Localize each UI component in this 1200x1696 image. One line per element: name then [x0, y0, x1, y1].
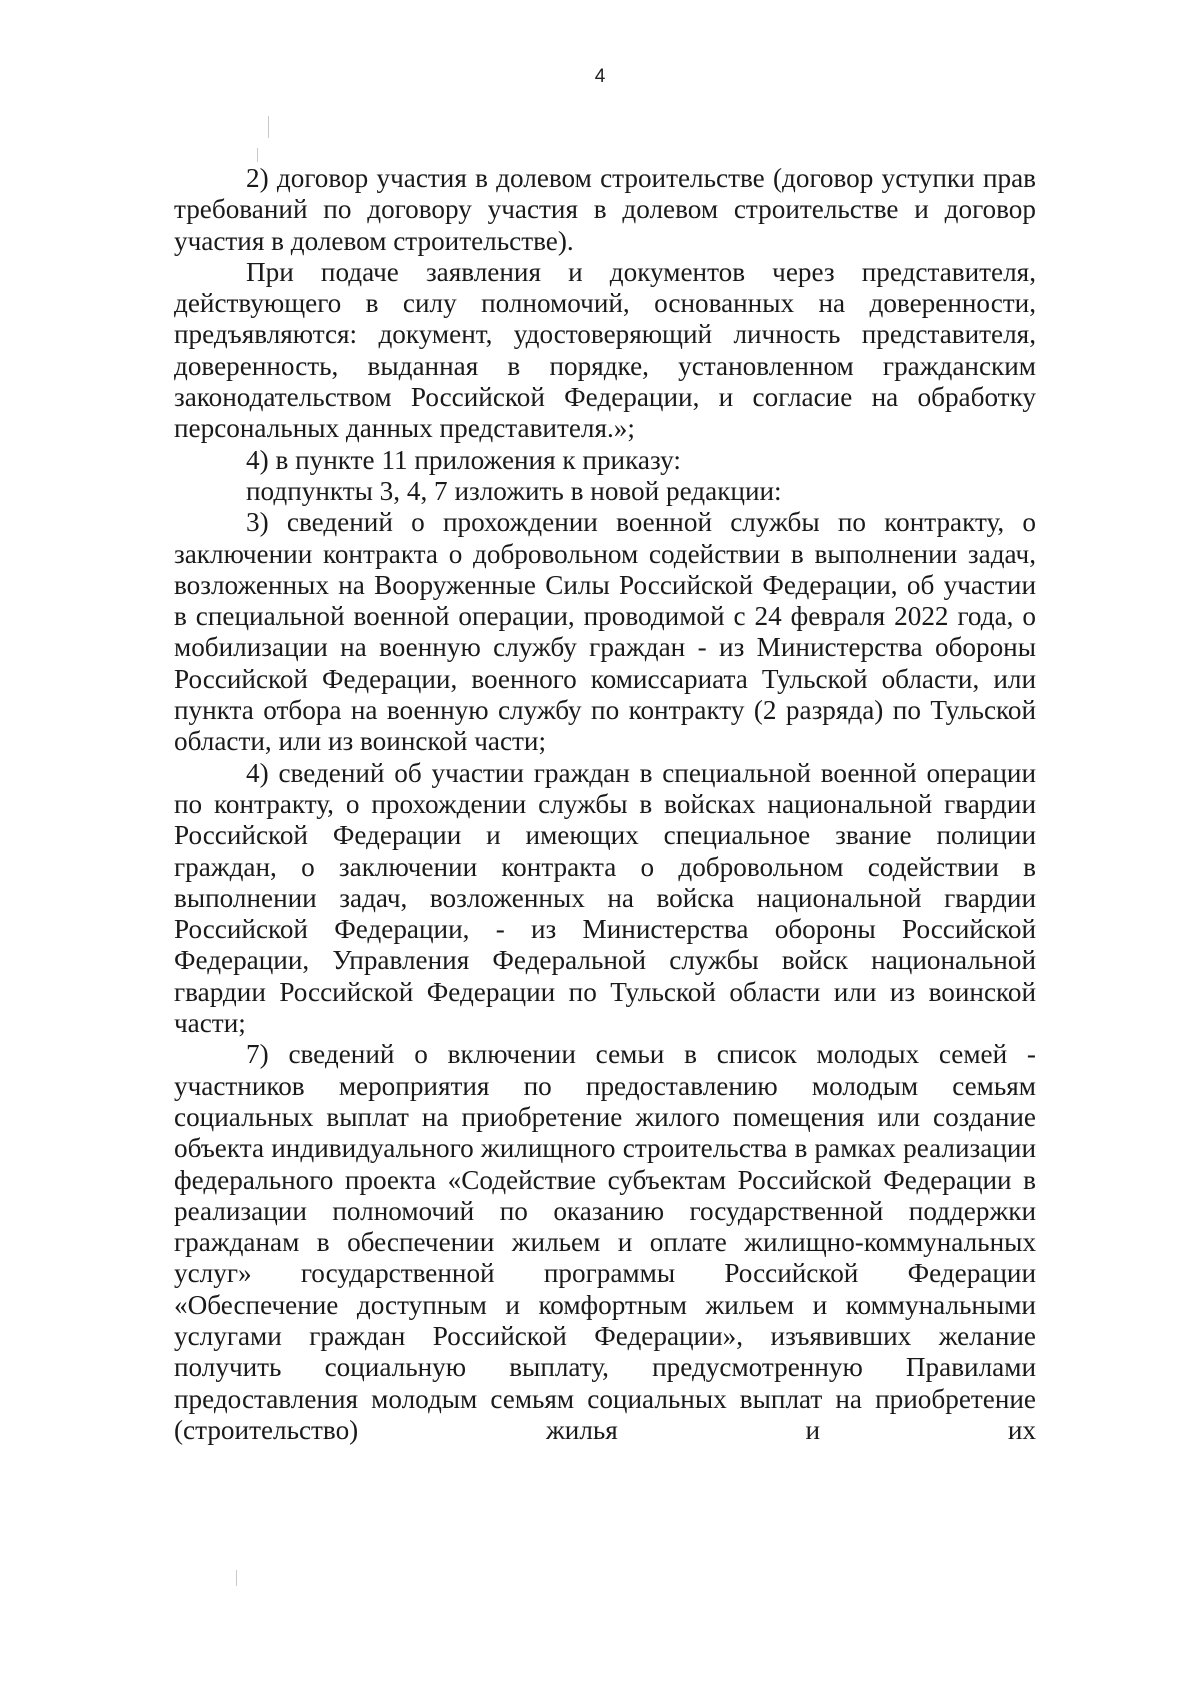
scan-artifact-mark	[257, 148, 258, 162]
page-number: 4	[594, 66, 606, 87]
paragraph-subitem-4: 4) сведений об участии граждан в специальной военной операции по контракту, о прохождении службы в войсках национальной гвардии Российской Федерации и имеющих специальное звание полиции граждан, о заключении контракта о добровольном содействии в выполнении задач, возложенных на войска национальной гвардии Российской Федерации, - из Министерства обороны Российской Федерации, Управления Федеральной службы войск национальной гвардии Российской Федерации по Тульской области или из воинской части;	[174, 757, 1036, 1039]
paragraph-subitem-7: 7) сведений о включении семьи в список молодых семей - участников мероприятия по предоставлению молодым семьям социальных выплат на приобретение жилого помещения или создание объекта индивидуального жилищного строительства в рамках реализации федерального проекта «Содействие субъектам Российской Федерации в реализации полномочий по оказанию государственной поддержки гражданам в обеспечении жильем и оплате жилищно-коммунальных услуг» государственной программы Российской Федерации «Обеспечение доступным и комфортным жильем и коммунальными услугами граждан Российской Федерации», изъявивших желание получить социальную выплату, предусмотренную Правилами предоставления молодым семьям социальных выплат на приобретение (строительство) жилья и их	[174, 1039, 1036, 1445]
paragraph-contract-item-2: 2) договор участия в долевом строительстве (договор уступки прав требований по договору участия в долевом строительстве и договор участия в долевом строительстве).	[174, 163, 1036, 256]
paragraph-subitem-3: 3) сведений о прохождении военной службы по контракту, о заключении контракта о добровольном содействии в выполнении задач, возложенных на Вооруженные Силы Российской Федерации, об участии в специальной военной операции, проводимой с 24 февраля 2022 года, о мобилизации на военную службу граждан - из Министерства обороны Российской Федерации, военного комиссариата Тульской области, или пункта отбора на военную службу по контракту (2 разряда) по Тульской области, или из воинской части;	[174, 507, 1036, 757]
paragraph-representative: При подаче заявления и документов через представителя, действующего в силу полномочий, основанных на доверенности, предъявляются: документ, удостоверяющий личность представителя, доверенность, выданная в порядке, установленном гражданским законодательством Российской Федерации, и согласие на обработку персональных данных представителя.»;	[174, 256, 1036, 444]
document-body	[174, 163, 1036, 1446]
scan-artifact-mark	[268, 116, 269, 138]
paragraph-subitems-intro: подпункты 3, 4, 7 изложить в новой редакции:	[246, 475, 782, 506]
scan-artifact-mark	[236, 1570, 237, 1586]
paragraph-item-4-point-11: 4) в пункте 11 приложения к приказу:	[246, 444, 681, 475]
